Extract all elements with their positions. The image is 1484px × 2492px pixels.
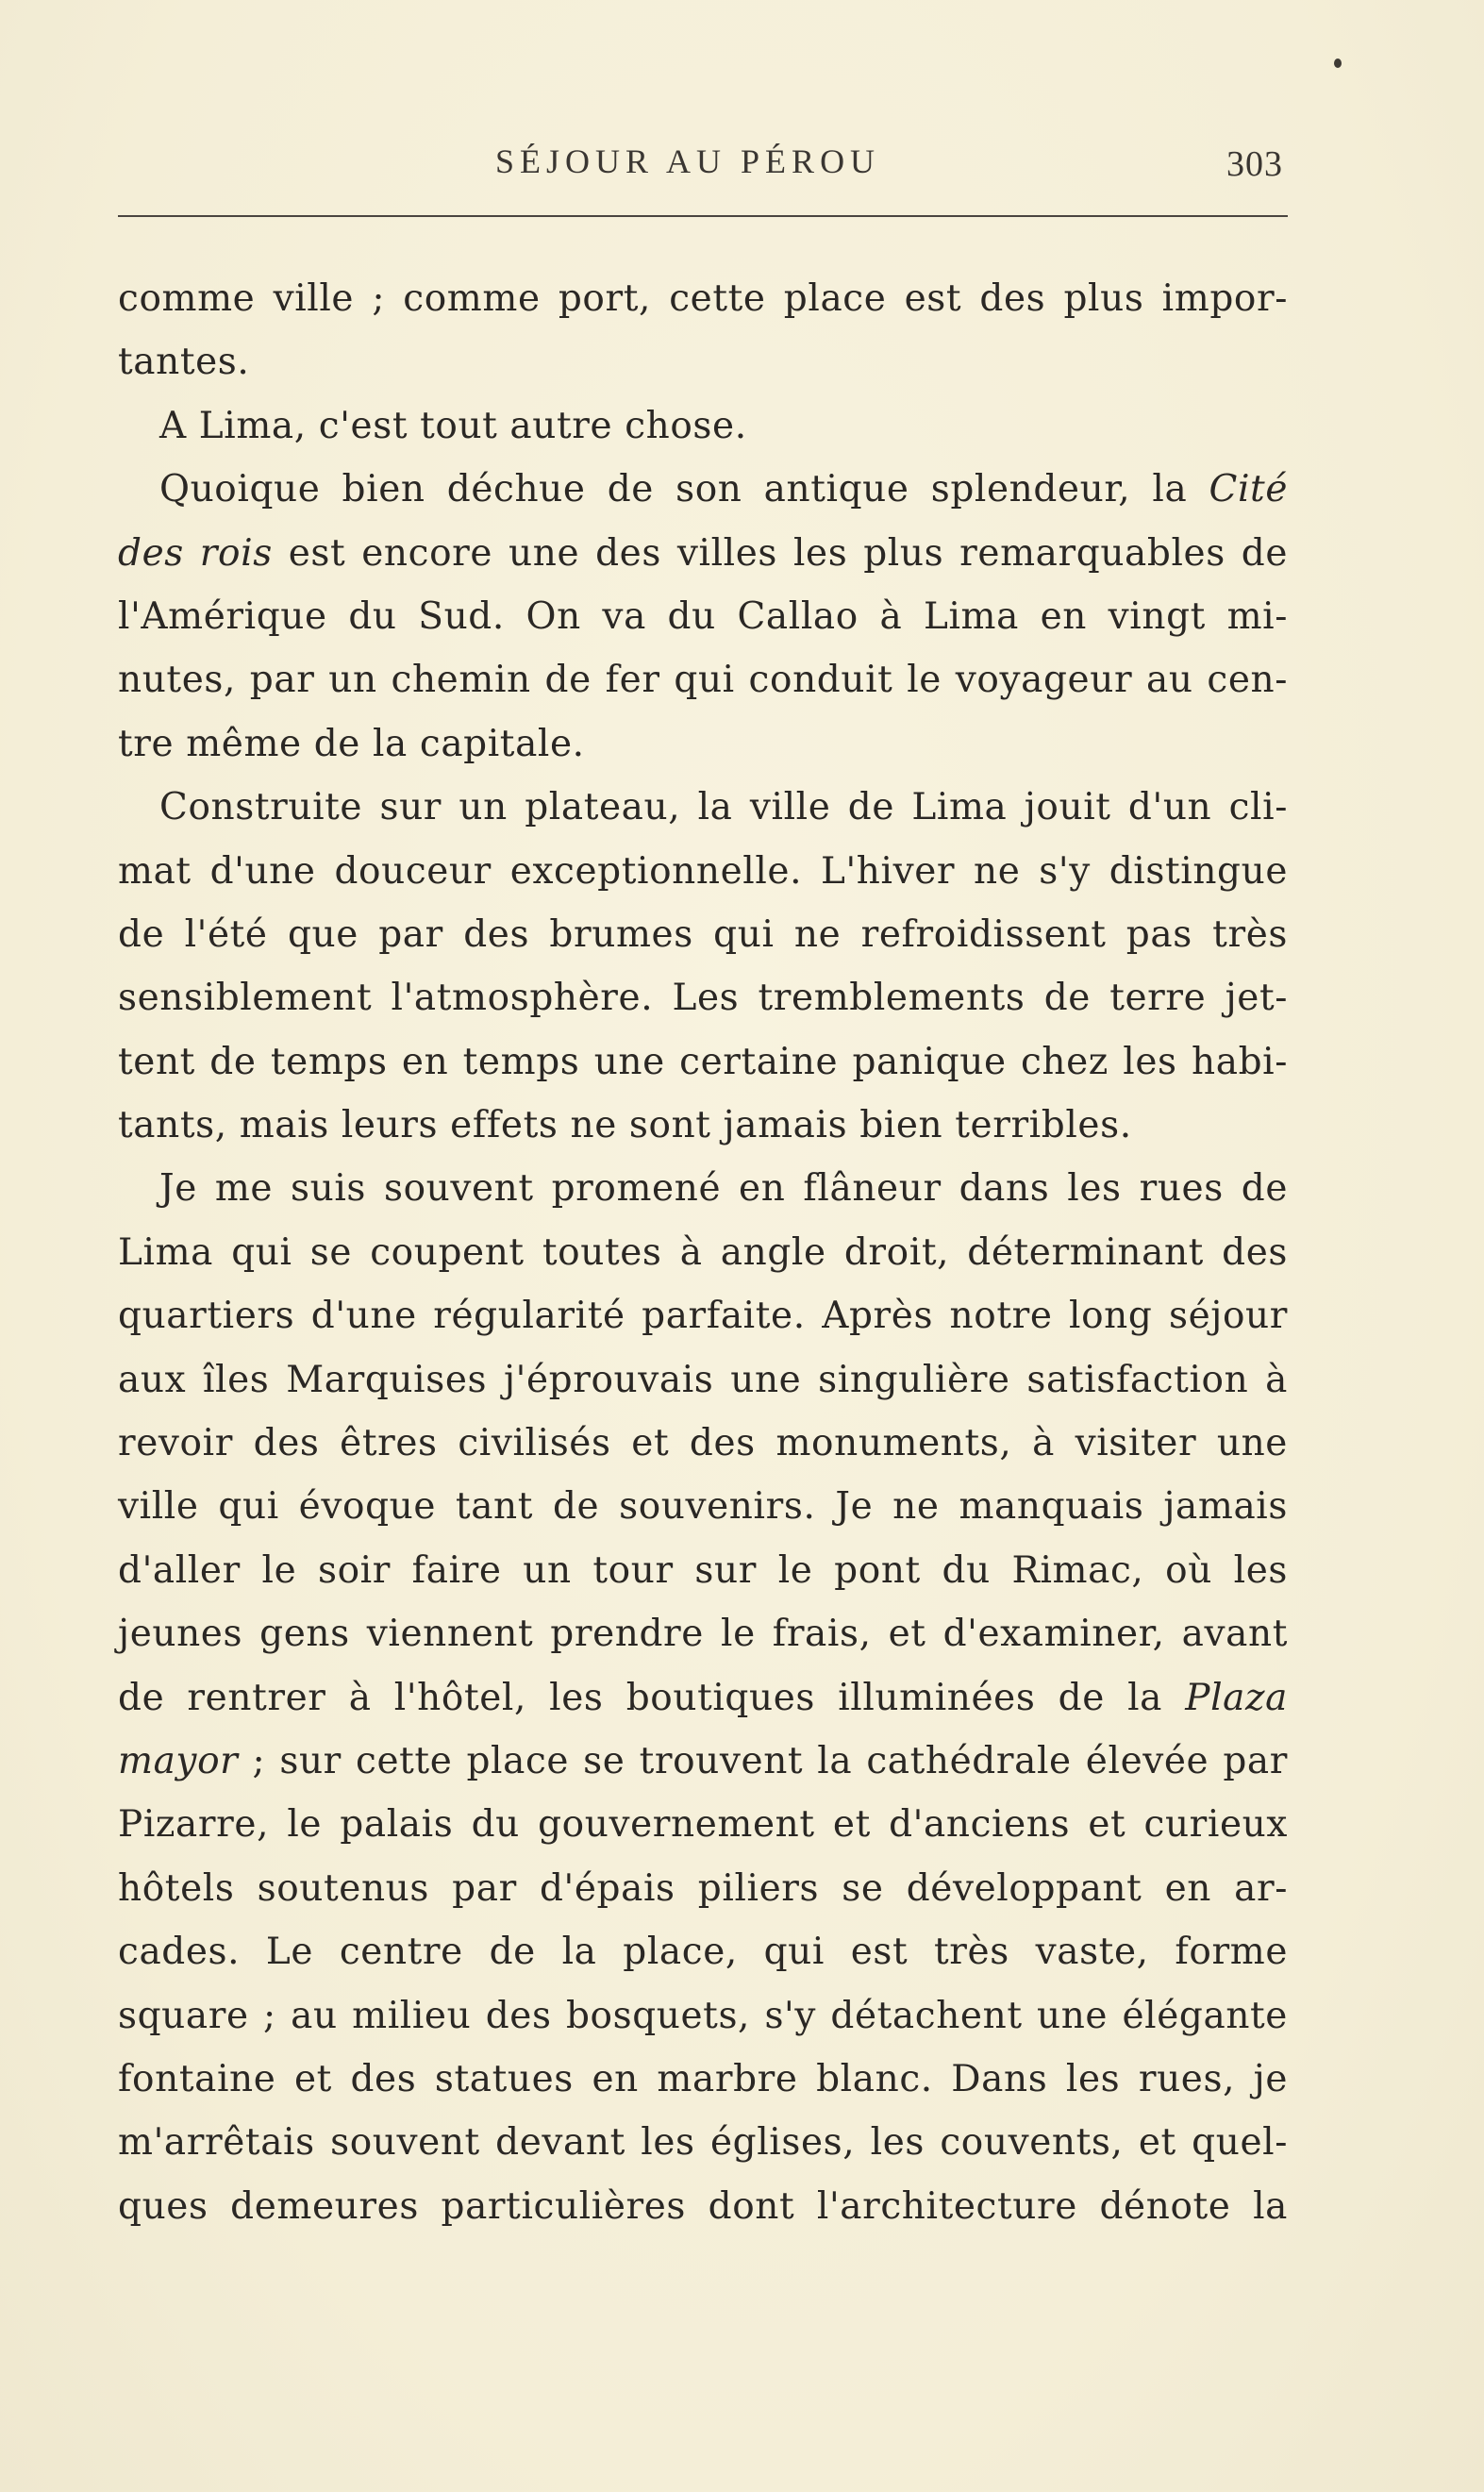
page-header: [118, 142, 1283, 198]
paragraph-start: [118, 458, 1288, 521]
text-line: tre même de la capitale.: [118, 722, 585, 765]
text-line: tantes.: [118, 341, 250, 384]
text-line: Lima qui se coupent toutes à angle droit, déterminant des: [118, 1230, 1288, 1274]
header-rule: [118, 215, 1288, 217]
text-line: quartiers d'une régularité parfaite. Après notre long séjour: [118, 1295, 1288, 1338]
text-line: ville qui évoque tant de souvenirs. Je ne manquais jamais: [118, 1485, 1288, 1529]
text-line: mat d'une douceur exceptionnelle. L'hiver ne s'y distingue: [118, 849, 1288, 893]
italic-text: des rois: [118, 531, 273, 575]
body-text: [118, 267, 1288, 2238]
text-line: comme ville ; comme port, cette place est des plus impor-: [118, 277, 1288, 320]
text-line: d'aller le soir faire un tour sur le pont du Rimac, où les: [118, 1548, 1288, 1592]
text-line: ques demeures particulières dont l'architecture dénote la: [118, 2184, 1288, 2228]
text-line: [118, 1666, 1288, 1730]
paragraph-start: Construite sur un plateau, la ville de Lima jouit d'un cli-: [159, 786, 1288, 829]
text-line: m'arrêtais souvent devant les églises, les couvents, et quel-: [118, 2121, 1288, 2165]
text-line: nutes, par un chemin de fer qui conduit le voyageur au cen-: [118, 659, 1288, 702]
paragraph-start: Je me suis souvent promené en flâneur dans les rues de: [159, 1167, 1288, 1211]
paragraph-start: A Lima, c'est tout autre chose.: [159, 404, 747, 447]
text-line: aux îles Marquises j'éprouvais une singulière satisfaction à: [118, 1358, 1288, 1401]
text-line: tants, mais leurs effets ne sont jamais bien terribles.: [118, 1104, 1132, 1147]
text-run: est encore une des villes les plus remarquables de: [288, 531, 1288, 575]
text-line: Pizarre, le palais du gouvernement et d'anciens et curieux: [118, 1803, 1288, 1847]
page-number: 303: [1226, 144, 1283, 184]
text-line: tent de temps en temps une certaine panique chez les habi-: [118, 1040, 1288, 1083]
text-line: [118, 1730, 1288, 1793]
text-line: l'Amérique du Sud. On va du Callao à Lima en vingt mi-: [118, 594, 1288, 638]
text-line: [118, 522, 1288, 585]
ink-speck: [1334, 59, 1342, 68]
italic-text: Cité: [1209, 468, 1288, 511]
text-run: ; sur cette place se trouvent la cathédrale élevée par: [252, 1739, 1289, 1782]
text-line: fontaine et des statues en marbre blanc. Dans les rues, je: [118, 2057, 1288, 2100]
text-run: de rentrer à l'hôtel, les boutiques illuminées de la: [118, 1676, 1163, 1719]
italic-text: Plaza: [1185, 1676, 1288, 1719]
text-line: square ; au milieu des bosquets, s'y détachent une élégante: [118, 1994, 1288, 2037]
text-line: cades. Le centre de la place, qui est très vaste, forme: [118, 1931, 1288, 1974]
italic-text: mayor: [118, 1739, 239, 1782]
text-line: hôtels soutenus par d'épais piliers se développant en ar-: [118, 1866, 1288, 1910]
text-line: de l'été que par des brumes qui ne refroidissent pas très: [118, 912, 1288, 956]
text-line: sensiblement l'atmosphère. Les tremblements de terre jet-: [118, 977, 1288, 1020]
text-line: revoir des êtres civilisés et des monuments, à visiter une: [118, 1422, 1288, 1465]
text-line: jeunes gens viennent prendre le frais, et d'examiner, avant: [118, 1613, 1288, 1656]
running-title: SÉJOUR AU PÉROU: [495, 142, 881, 180]
text-run: Quoique bien déchue de son antique splendeur, la: [159, 468, 1188, 511]
